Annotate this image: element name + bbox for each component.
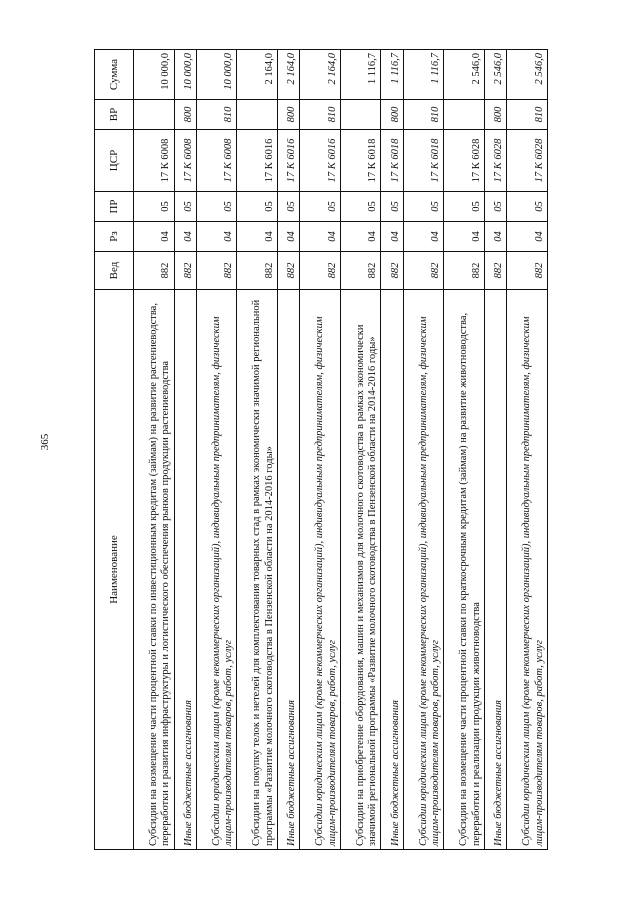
cell-name: Иные бюджетные ассигнования: [174, 290, 196, 850]
cell-vr: 800: [381, 100, 403, 130]
cell-sum: 2 164,0: [300, 50, 341, 100]
cell-csr: 17 К 6008: [196, 130, 237, 192]
cell-vr: 810: [300, 100, 341, 130]
cell-vr: 810: [507, 100, 548, 130]
cell-pr: 05: [484, 192, 506, 222]
cell-rz: 04: [381, 222, 403, 252]
header-ved: Вед: [95, 252, 134, 290]
cell-rz: 04: [237, 222, 278, 252]
cell-pr: 05: [300, 192, 341, 222]
cell-vr: [444, 100, 485, 130]
cell-name: Иные бюджетные ассигнования: [381, 290, 403, 850]
cell-rz: 04: [174, 222, 196, 252]
header-vr: ВР: [95, 100, 134, 130]
cell-sum: 10 000,0: [134, 50, 175, 100]
cell-name: Субсидии на покупку телок и нетелей для комплектования товарных стад в рамках экономически значимой региональной программы «Развитие молочного скотоводства в Пензенской области на 2014-2016 годы»: [237, 290, 278, 850]
cell-rz: 04: [444, 222, 485, 252]
cell-vr: 800: [277, 100, 299, 130]
cell-csr: 17 К 6018: [381, 130, 403, 192]
cell-rz: 04: [340, 222, 381, 252]
cell-ved: 882: [381, 252, 403, 290]
cell-sum: 1 116,7: [381, 50, 403, 100]
cell-name: Субсидии юридическим лицам (кроме некоммерческих организаций), индивидуальным предпринимателям, физическим лицам-производителям товаров, работ, услуг: [196, 290, 237, 850]
cell-name: Субсидии на возмещение части процентной ставки по краткосрочным кредитам (займам) на развитие животноводства, переработки и реализации продукции животноводства: [444, 290, 485, 850]
cell-rz: 04: [403, 222, 444, 252]
cell-sum: 2 546,0: [507, 50, 548, 100]
table-row: [403, 50, 444, 850]
cell-name: Иные бюджетные ассигнования: [277, 290, 299, 850]
cell-ved: 882: [403, 252, 444, 290]
cell-vr: 810: [403, 100, 444, 130]
cell-ved: 882: [277, 252, 299, 290]
cell-ved: 882: [174, 252, 196, 290]
cell-ved: 882: [340, 252, 381, 290]
table-row: [381, 50, 403, 850]
budget-table: [94, 49, 548, 850]
cell-pr: 05: [196, 192, 237, 222]
rotated-table-container: [94, 50, 548, 850]
cell-vr: 800: [484, 100, 506, 130]
cell-vr: [134, 100, 175, 130]
table-row: [340, 50, 381, 850]
table-row: [484, 50, 506, 850]
header-name: Наименование: [95, 290, 134, 850]
table-row: [174, 50, 196, 850]
table-row: [507, 50, 548, 850]
cell-vr: [340, 100, 381, 130]
cell-csr: 17 К 6028: [444, 130, 485, 192]
header-csr: ЦСР: [95, 130, 134, 192]
cell-csr: 17 К 6028: [507, 130, 548, 192]
cell-csr: 17 К 6028: [484, 130, 506, 192]
cell-csr: 17 К 6008: [174, 130, 196, 192]
cell-rz: 04: [507, 222, 548, 252]
table-row: [444, 50, 485, 850]
cell-sum: 2 546,0: [444, 50, 485, 100]
table-row: [300, 50, 341, 850]
cell-sum: 2 164,0: [277, 50, 299, 100]
cell-csr: 17 К 6018: [340, 130, 381, 192]
cell-name: Субсидии юридическим лицам (кроме некоммерческих организаций), индивидуальным предпринимателям, физическим лицам-производителям товаров, работ, услуг: [507, 290, 548, 850]
cell-ved: 882: [484, 252, 506, 290]
page-number: 365: [39, 433, 51, 451]
cell-pr: 05: [277, 192, 299, 222]
cell-ved: 882: [237, 252, 278, 290]
cell-sum: 10 000,0: [196, 50, 237, 100]
table-body: [134, 50, 548, 850]
table-row: [237, 50, 278, 850]
cell-vr: 800: [174, 100, 196, 130]
cell-sum: 1 116,7: [403, 50, 444, 100]
cell-pr: 05: [403, 192, 444, 222]
cell-rz: 04: [134, 222, 175, 252]
cell-name: Субсидии юридическим лицам (кроме некоммерческих организаций), индивидуальным предпринимателям, физическим лицам-производителям товаров, работ, услуг: [300, 290, 341, 850]
cell-pr: 05: [381, 192, 403, 222]
table-header-row: [95, 50, 134, 850]
cell-ved: 882: [300, 252, 341, 290]
table-row: [196, 50, 237, 850]
cell-sum: 10 000,0: [174, 50, 196, 100]
cell-name: Субсидии на возмещение части процентной ставки по инвестиционным кредитам (займам) на развитие растениеводства, переработки и развития инфраструктуры и логистического обеспечения рынков продукции растениеводства: [134, 290, 175, 850]
cell-ved: 882: [444, 252, 485, 290]
header-pr: ПР: [95, 192, 134, 222]
header-sum: Сумма: [95, 50, 134, 100]
header-rz: Рз: [95, 222, 134, 252]
table-row: [277, 50, 299, 850]
cell-pr: 05: [507, 192, 548, 222]
cell-csr: 17 К 6018: [403, 130, 444, 192]
cell-csr: 17 К 6016: [277, 130, 299, 192]
cell-rz: 04: [277, 222, 299, 252]
cell-rz: 04: [196, 222, 237, 252]
cell-rz: 04: [484, 222, 506, 252]
cell-pr: 05: [174, 192, 196, 222]
cell-sum: 2 164,0: [237, 50, 278, 100]
cell-ved: 882: [134, 252, 175, 290]
cell-sum: 1 116,7: [340, 50, 381, 100]
cell-name: Иные бюджетные ассигнования: [484, 290, 506, 850]
cell-ved: 882: [507, 252, 548, 290]
cell-vr: 810: [196, 100, 237, 130]
cell-name: Субсидии на приобретение оборудования, машин и механизмов для молочного скотоводства в рамках экономически значимой региональной программы «Развитие молочного скотоводства в Пензенской области на 2014-2016 годы»: [340, 290, 381, 850]
cell-rz: 04: [300, 222, 341, 252]
cell-csr: 17 К 6016: [237, 130, 278, 192]
cell-ved: 882: [196, 252, 237, 290]
cell-pr: 05: [340, 192, 381, 222]
cell-pr: 05: [444, 192, 485, 222]
cell-sum: 2 546,0: [484, 50, 506, 100]
cell-vr: [237, 100, 278, 130]
cell-name: Субсидии юридическим лицам (кроме некоммерческих организаций), индивидуальным предпринимателям, физическим лицам-производителям товаров, работ, услуг: [403, 290, 444, 850]
cell-pr: 05: [134, 192, 175, 222]
table-row: [134, 50, 175, 850]
cell-pr: 05: [237, 192, 278, 222]
cell-csr: 17 К 6016: [300, 130, 341, 192]
cell-csr: 17 К 6008: [134, 130, 175, 192]
